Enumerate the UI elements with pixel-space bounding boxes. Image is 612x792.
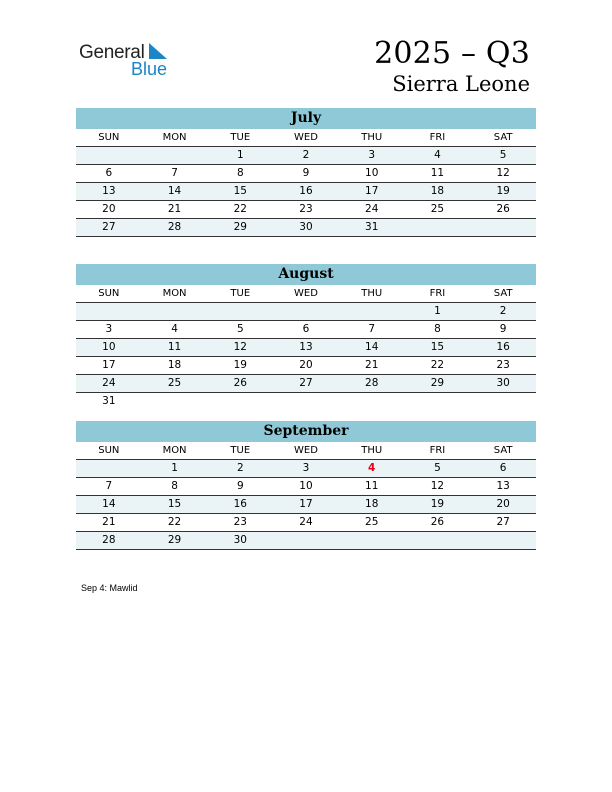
weekday-label: SAT: [493, 132, 513, 143]
day-cell: 4: [434, 149, 441, 161]
week-row: [76, 303, 536, 321]
weekday-label: TUE: [230, 288, 251, 299]
day-cell: 8: [434, 323, 441, 335]
logo-text-general: General: [79, 42, 145, 63]
empty-day-cell: [207, 393, 273, 410]
day-cell: 16: [496, 341, 510, 353]
holiday-notes: [81, 583, 138, 593]
week-row: [76, 339, 536, 357]
empty-day-cell: [470, 393, 536, 410]
day-cell: 7: [105, 480, 113, 492]
week-row: [76, 183, 536, 201]
week-row: [76, 514, 536, 532]
empty-day-cell: [142, 147, 208, 164]
empty-day-cell: [339, 393, 405, 410]
empty-day-cell: [142, 303, 208, 320]
day-cell: 13: [496, 480, 510, 492]
weekday-label: MON: [162, 445, 187, 456]
day-cell: 15: [430, 341, 445, 353]
country-name: Sierra Leone: [392, 72, 530, 96]
weekday-label: SAT: [493, 288, 513, 299]
day-cell: 20: [496, 498, 510, 510]
day-cell: 10: [102, 341, 116, 353]
day-cell: 29: [430, 377, 445, 389]
day-cell: 14: [167, 185, 182, 197]
day-cell: 11: [430, 167, 445, 179]
empty-day-cell: [339, 532, 405, 549]
day-cell: 23: [496, 359, 510, 371]
month-title: August: [76, 264, 536, 285]
weekday-label: THU: [361, 132, 383, 143]
week-row: [76, 165, 536, 183]
empty-day-cell: [339, 303, 405, 320]
day-cell: 24: [299, 516, 313, 528]
day-cell: 5: [236, 323, 244, 335]
day-cell: 29: [167, 534, 182, 546]
week-row: [76, 460, 536, 478]
day-cell: 27: [299, 377, 313, 389]
logo-text-blue: Blue: [131, 59, 168, 79]
day-cell: 20: [102, 203, 116, 215]
day-cell: 2: [499, 305, 507, 317]
day-cell: 23: [299, 203, 313, 215]
empty-day-cell: [273, 532, 339, 549]
day-cell: 6: [499, 462, 507, 474]
week-row: [76, 219, 536, 237]
day-cell: 1: [434, 305, 441, 317]
day-cell: 19: [233, 359, 247, 371]
day-cell: 17: [299, 498, 313, 510]
weekday-label: TUE: [230, 132, 251, 143]
day-cell: 3: [368, 149, 376, 161]
day-cell: 16: [233, 498, 247, 510]
day-cell: 27: [102, 221, 116, 233]
weekday-label: THU: [361, 445, 383, 456]
month-calendar-august: [76, 264, 536, 410]
day-cell: 8: [236, 167, 244, 179]
day-cell: 22: [233, 203, 247, 215]
weekday-label: SUN: [98, 132, 120, 143]
day-cell: 14: [365, 341, 379, 353]
generalblue-logo: [79, 40, 189, 80]
weekday-label: SUN: [98, 288, 120, 299]
month-calendar-september: [76, 421, 536, 550]
day-cell: 6: [105, 167, 113, 179]
day-cell: 20: [299, 359, 313, 371]
month-calendar-july: [76, 108, 536, 237]
empty-day-cell: [470, 219, 536, 236]
month-title: July: [76, 108, 536, 129]
day-cell: 29: [233, 221, 247, 233]
day-cell: 14: [102, 498, 116, 510]
day-cell: 19: [430, 498, 445, 510]
empty-day-cell: [405, 532, 471, 549]
day-cell: 25: [430, 203, 445, 215]
day-cell: 17: [102, 359, 116, 371]
day-cell: 24: [365, 203, 379, 215]
weekday-label: WED: [294, 132, 318, 143]
day-cell: 28: [167, 221, 182, 233]
day-cell: 7: [368, 323, 376, 335]
day-cell: 4: [171, 323, 178, 335]
day-cell: 24: [102, 377, 116, 389]
week-row: [76, 321, 536, 339]
day-cell: 28: [365, 377, 379, 389]
day-cell: 18: [430, 185, 445, 197]
week-row: [76, 375, 536, 393]
empty-day-cell: [142, 393, 208, 410]
day-cell: 12: [496, 167, 510, 179]
weekday-label: WED: [294, 445, 318, 456]
weekday-label: MON: [162, 132, 187, 143]
day-cell: 6: [302, 323, 310, 335]
empty-day-cell: [76, 303, 142, 320]
empty-day-cell: [273, 303, 339, 320]
day-cell: 1: [236, 149, 244, 161]
weekday-label: WED: [294, 288, 318, 299]
day-cell: 31: [365, 221, 379, 233]
day-cell: 12: [430, 480, 445, 492]
day-cell: 21: [102, 516, 116, 528]
week-row: [76, 478, 536, 496]
day-cell: 25: [365, 516, 379, 528]
day-cell: 21: [365, 359, 379, 371]
day-cell: 7: [171, 167, 178, 179]
day-cell: 22: [167, 516, 182, 528]
empty-day-cell: [207, 303, 273, 320]
day-cell: 16: [299, 185, 313, 197]
day-cell: 30: [233, 534, 247, 546]
week-row: [76, 357, 536, 375]
day-cell: 30: [299, 221, 313, 233]
holiday-day-cell: 4: [368, 462, 376, 474]
weekday-label: THU: [361, 288, 383, 299]
weekday-label: FRI: [429, 132, 446, 143]
day-cell: 12: [233, 341, 247, 353]
day-cell: 27: [496, 516, 510, 528]
day-cell: 13: [299, 341, 313, 353]
week-row: [76, 532, 536, 550]
day-cell: 18: [167, 359, 182, 371]
weekday-header-row: [76, 129, 536, 147]
day-cell: 9: [499, 323, 507, 335]
day-cell: 5: [434, 462, 441, 474]
page-title: 2025 – Q3: [374, 36, 530, 71]
weekday-label: MON: [162, 288, 187, 299]
day-cell: 11: [167, 341, 182, 353]
day-cell: 3: [105, 323, 113, 335]
day-cell: 11: [365, 480, 379, 492]
week-row: [76, 147, 536, 165]
empty-day-cell: [470, 532, 536, 549]
day-cell: 21: [167, 203, 182, 215]
day-cell: 10: [365, 167, 379, 179]
day-cell: 22: [430, 359, 445, 371]
holiday-note: Sep 4: Mawlid: [81, 583, 138, 593]
day-cell: 23: [233, 516, 247, 528]
day-cell: 3: [302, 462, 310, 474]
weekday-label: FRI: [429, 288, 446, 299]
day-cell: 9: [236, 480, 244, 492]
day-cell: 15: [233, 185, 247, 197]
day-cell: 10: [299, 480, 313, 492]
weekday-header-row: [76, 285, 536, 303]
day-cell: 1: [171, 462, 178, 474]
day-cell: 2: [302, 149, 310, 161]
month-title: September: [76, 421, 536, 442]
day-cell: 19: [496, 185, 510, 197]
day-cell: 2: [236, 462, 244, 474]
day-cell: 26: [430, 516, 445, 528]
day-cell: 25: [167, 377, 182, 389]
weekday-header-row: [76, 442, 536, 460]
empty-day-cell: [405, 219, 471, 236]
day-cell: 8: [171, 480, 178, 492]
day-cell: 26: [496, 203, 510, 215]
empty-day-cell: [405, 393, 471, 410]
day-cell: 5: [499, 149, 507, 161]
day-cell: 31: [102, 395, 116, 407]
week-row: [76, 496, 536, 514]
empty-day-cell: [76, 460, 142, 477]
weekday-label: FRI: [429, 445, 446, 456]
day-cell: 9: [302, 167, 310, 179]
day-cell: 18: [365, 498, 379, 510]
empty-day-cell: [76, 147, 142, 164]
week-row: [76, 393, 536, 410]
weekday-label: SUN: [98, 445, 120, 456]
day-cell: 15: [167, 498, 182, 510]
day-cell: 26: [233, 377, 247, 389]
week-row: [76, 201, 536, 219]
day-cell: 28: [102, 534, 116, 546]
weekday-label: SAT: [493, 445, 513, 456]
day-cell: 13: [102, 185, 116, 197]
day-cell: 30: [496, 377, 510, 389]
empty-day-cell: [273, 393, 339, 410]
day-cell: 17: [365, 185, 379, 197]
weekday-label: TUE: [230, 445, 251, 456]
